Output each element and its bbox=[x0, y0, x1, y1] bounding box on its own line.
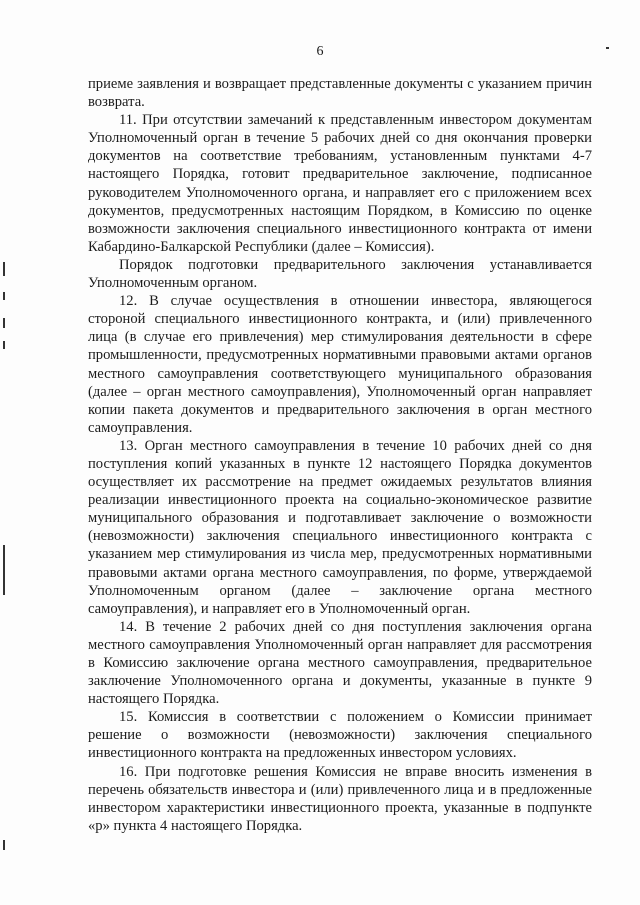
scan-artifact-left-2 bbox=[3, 292, 5, 300]
scan-artifact-left-4 bbox=[3, 341, 5, 349]
paragraph-11-procedure: Порядок подготовки предварительного заключения устанавливается Уполномоченным органом. bbox=[88, 256, 592, 292]
paragraph-13: 13. Орган местного самоуправления в течение 10 рабочих дней со дня поступления копий указанных в пункте 12 настоящего Порядка документов осуществляет их рассмотрение на предмет ожидаемых результатов влияния реализации инвестиционного проекта на социально-экономическое развитие муниципального образования и подготавливает заключение о возможности (невозможности) заключения специального инвестиционного контракта с указанием мер стимулирования из числа мер, предусмотренных нормативными правовыми актами органа местного самоуправления, по форме, утверждаемой Уполномоченным органом (далее – заключение органа местного самоуправления), и направляет его в Уполномоченный орган. bbox=[88, 437, 592, 617]
scan-artifact-left-3 bbox=[3, 318, 5, 328]
scan-artifact-left-6 bbox=[3, 840, 5, 850]
page-number: 6 bbox=[316, 44, 324, 59]
paragraph-12: 12. В случае осуществления в отношении инвестора, являющегося стороной специального инвестиционного контракта, и (или) привлеченного лица (в случае его привлечения) мер стимулирования деятельности в сфере промышленности, предусмотренных нормативными правовыми актами органов местного самоуправления соответствующего муниципального образования (далее – орган местного самоуправления), Уполномоченный орган направляет копии пакета документов и предварительного заключения в орган местного самоуправления. bbox=[88, 293, 592, 436]
scan-artifact-left-5 bbox=[3, 545, 5, 595]
document-text bbox=[88, 75, 592, 835]
paragraph-14: 14. В течение 2 рабочих дней со дня поступления заключения органа местного самоуправления Уполномоченный орган направляет для рассмотрения в Комиссию заключение органа местного самоуправления, предварительное заключение Уполномоченного органа и документы, указанные в пункте 9 настоящего Порядка. bbox=[88, 618, 592, 708]
paragraph-15: 15. Комиссия в соответствии с положением о Комиссии принимает решение о возможности (невозможности) заключения специального инвестиционного контракта на предложенных инвестором условиях. bbox=[88, 709, 592, 762]
paragraph-continued: приеме заявления и возвращает представленные документы с указанием причин возврата. bbox=[88, 76, 592, 111]
scan-artifact-top-right bbox=[606, 47, 609, 49]
paragraph-16: 16. При подготовке решения Комиссия не вправе вносить изменения в перечень обязательств инвестора и (или) привлеченного лица и в предложенные инвестором характеристики инвестиционного проекта, указанные в подпункте «р» пункта 4 настоящего Порядка. bbox=[88, 763, 592, 834]
scan-artifact-left-1 bbox=[3, 262, 5, 276]
paragraph-11: 11. При отсутствии замечаний к представленным инвестором документам Уполномоченный орган в течение 5 рабочих дней со дня окончания проверки документов на соответствие требованиям, установленным пунктами 4-7 настоящего Порядка, готовит предварительное заключение, подписанное руководителем Уполномоченного органа, и направляет его с приложением всех документов, предусмотренных настоящим Порядком, в Комиссию по оценке возможности заключения специального инвестиционного контракта от имени Кабардино-Балкарской Республики (далее – Комиссия). bbox=[88, 112, 592, 255]
